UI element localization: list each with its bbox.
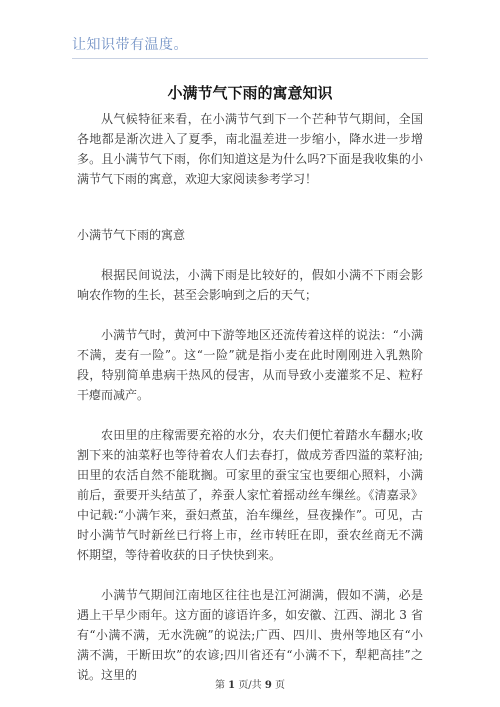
document-title: 小满节气下雨的寓意知识 xyxy=(167,84,333,102)
page-suffix: 页 xyxy=(275,680,286,691)
body-paragraph: 根据民间说法，小满下雨是比较好的，假如小满不下雨会影响农作物的生长，甚至会影响到之后的天气； xyxy=(77,268,423,302)
header-divider xyxy=(72,58,428,59)
header-slogan: 让知识带有温度。 xyxy=(72,37,188,53)
page-indicator xyxy=(0,676,500,691)
current-page: 1 xyxy=(228,680,236,691)
body-paragraph: 小满节气时，黄河中下游等地区还流传着这样的说法：“小满不满，麦有一险”。这“一险”就是指小麦在此时刚刚进入乳熟阶段，特别简单患病干热风的侵害，从而导致小麦灌浆不足、粒籽干瘪而减产。 xyxy=(77,328,423,402)
body-paragraph: 农田里的庄稼需要充裕的水分，农夫们便忙着踏水车翻水;收割下来的油菜籽也等待着农人们去春打，做成芳香四溢的菜籽油;田里的农活自然不能耽搁。可家里的蚕宝宝也要细心照料，小满前后，蚕要开头结茧了，养蚕人家忙着摇动丝车缫丝。《清嘉录》中记载:“小满乍来，蚕妇煮茧，治车缫丝，昼夜操作”。可见，古时小满节气时新丝已行将上市，丝市转旺在即，蚕农丝商无不满怀期望，等待着收获的日子快快到来。 xyxy=(77,428,423,562)
page-mid: 页/共 xyxy=(238,680,262,691)
body-paragraph: 小满节气期间江南地区往往也是江河湖满，假如不满，必是遇上干旱少雨年。这方面的谚语许多，如安徽、江西、湖北 3 省有“小满不满，无水洗碗”的说法;广西、四川、贵州等地区有“小满不满，干断田坎”的农谚;四川省还有“小满不下，犁耙高挂”之说。这里的 xyxy=(77,588,423,682)
section-heading: 小满节气下雨的寓意 xyxy=(77,228,186,242)
document-body xyxy=(77,109,423,685)
page-prefix: 第 xyxy=(214,680,225,691)
total-pages: 9 xyxy=(264,680,272,691)
intro-paragraph: 从气候特征来看，在小满节气到下一个芒种节气期间，全国各地都是渐次进入了夏季，南北温差进一步缩小，降水进一步增多。且小满节气下雨，你们知道这是为什么吗?下面是我收集的小满节气下雨的寓意，欢迎大家阅读参考学习！ xyxy=(77,112,423,186)
